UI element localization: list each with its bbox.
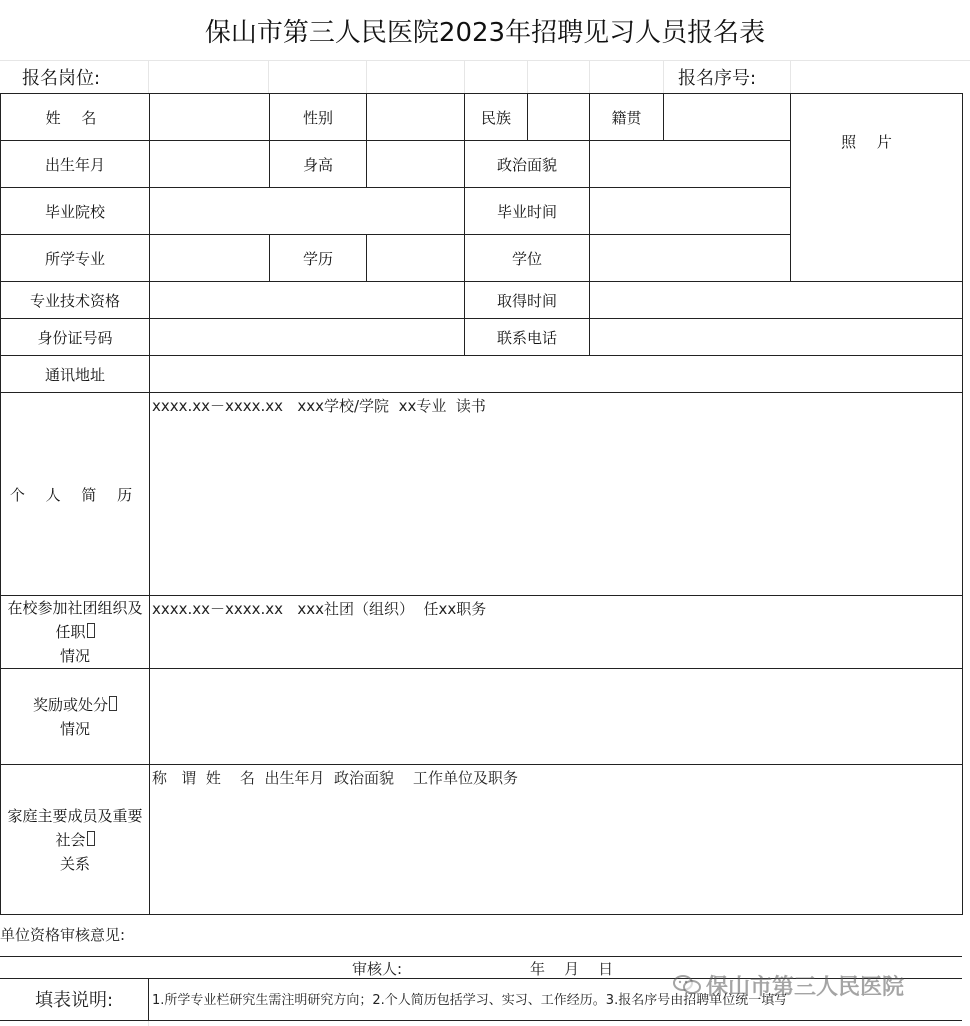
rewards-label-line1: 奖励或处分 [32,695,108,714]
major-label: 所学专业 [1,235,150,282]
review-date: 年 月 日 [530,960,614,978]
phone-input[interactable] [590,319,963,356]
rewards-label-line2: 情况 [59,719,90,738]
resume-input[interactable] [150,393,963,596]
qualification-input[interactable] [150,282,465,319]
serial-label: 报名序号: [678,68,757,89]
grad-time-label: 毕业时间 [465,188,590,235]
missing-glyph-icon [109,696,117,711]
clubs-example-text: xxxx.xx－xxxx.xx xxx社团（组织） 任xx职务 [152,600,487,618]
watermark-text: 保山市第三人民医院 [706,974,905,1000]
watermark [672,970,904,1000]
position-label: 报名岗位: [22,68,101,89]
photo-label: 照 片 [841,133,900,151]
missing-glyph-icon [87,831,95,846]
wechat-icon [672,973,702,997]
obtain-time-input[interactable] [590,282,963,319]
notes-label: 填表说明: [0,978,149,1020]
resume-label: 个 人 简 历 [1,393,150,596]
grad-time-input[interactable] [590,188,791,235]
page-title: 保山市第三人民医院2023年招聘见习人员报名表 [204,17,766,48]
clubs-label-line1: 在校参加社团组织及 [7,599,143,617]
id-number-input[interactable] [150,319,465,356]
address-input[interactable] [150,356,963,393]
family-label-line1: 家庭主要成员及重要 [7,806,143,825]
review-opinion-label: 单位资格审核意见: [0,926,126,944]
family-label-line2: 社会 [55,830,86,849]
height-input[interactable] [367,141,465,188]
school-label: 毕业院校 [1,188,150,235]
clubs-label-line3: 情况 [59,647,90,665]
birth-label: 出生年月 [1,141,150,188]
rewards-label [1,669,150,765]
degree-input[interactable] [590,235,791,282]
footer-section [0,912,962,1020]
education-input[interactable] [367,235,465,282]
politics-label: 政治面貌 [465,141,590,188]
family-input[interactable] [150,765,963,915]
obtain-time-label: 取得时间 [465,282,590,319]
ethnicity-input[interactable] [528,94,590,141]
origin-input[interactable] [664,94,791,141]
origin-label: 籍贯 [590,94,664,141]
gender-input[interactable] [367,94,465,141]
gender-label: 性别 [270,94,367,141]
ethnicity-label: 民族 [465,94,528,141]
education-label: 学历 [270,235,367,282]
family-label-line3: 关系 [59,854,90,873]
birth-input[interactable] [150,141,270,188]
name-label: 姓 名 [1,94,150,141]
notes-text: 1.所学专业栏研究生需注明研究方向；2.个人简历包括学习、实习、工作经历。3.报名序号由招聘单位统一填写 [152,993,788,1008]
politics-input[interactable] [590,141,791,188]
missing-glyph-icon [87,623,95,638]
clubs-label [1,596,150,669]
family-columns-text: 称 谓 姓 名 出生年月 政治面貌 工作单位及职务 [152,769,519,787]
rewards-input[interactable] [150,669,963,765]
id-number-label: 身份证号码 [1,319,150,356]
major-input[interactable] [150,235,270,282]
phone-label: 联系电话 [465,319,590,356]
registration-form-table [0,93,963,915]
school-input[interactable] [150,188,465,235]
name-input[interactable] [150,94,270,141]
clubs-input[interactable] [150,596,963,669]
reviewer-label: 审核人: [352,960,403,978]
address-label: 通讯地址 [1,356,150,393]
height-label: 身高 [270,141,367,188]
family-label [1,765,150,915]
clubs-label-line2: 任职 [55,623,86,641]
photo-box[interactable] [791,94,963,282]
qualification-label: 专业技术资格 [1,282,150,319]
degree-label: 学位 [465,235,590,282]
review-opinion-row[interactable] [0,912,962,957]
resume-example-text: xxxx.xx－xxxx.xx xxx学校/学院 xx专业 读书 [152,397,486,415]
